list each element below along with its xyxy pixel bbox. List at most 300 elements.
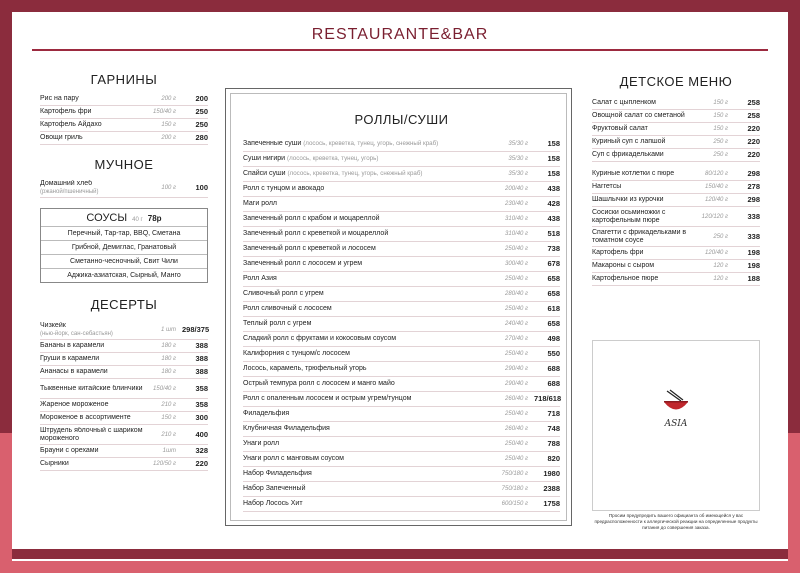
item-price: 438 [547, 214, 560, 223]
flour-title: МУЧНОЕ [94, 157, 154, 172]
item-price: 498 [547, 334, 560, 343]
menu-item-row [243, 437, 560, 452]
item-name-text: Рис на пару [40, 95, 79, 102]
item-weight: 300/40 г [505, 261, 528, 267]
item-name-text: Овощной салат со сметаной [592, 112, 685, 119]
item-weight: 200 г [161, 135, 176, 141]
menu-item-row [243, 347, 560, 362]
item-weight: 80/120 г [705, 171, 728, 177]
menu-item-row [243, 182, 560, 197]
right-column [592, 74, 760, 286]
menu-item-row [40, 445, 208, 458]
item-weight: 280/40 г [505, 291, 528, 297]
item-price: 100 [195, 182, 208, 192]
item-name-text: Калифорния с тунцом/с лососем [243, 350, 350, 357]
item-name [592, 136, 700, 148]
item-name [40, 93, 148, 105]
item-weight: 210 г [161, 402, 176, 408]
item-weight: 120 г [713, 263, 728, 269]
item-description: (лосось, креветка, тунец, угорь, снежный краб) [287, 170, 423, 177]
item-name-text: Картофель фри [592, 249, 644, 256]
item-price: 278 [747, 182, 760, 191]
item-name [592, 168, 700, 180]
menu-item-row [243, 332, 560, 347]
item-name [40, 366, 148, 378]
menu-item-row [40, 106, 208, 119]
item-name-text: Спагетти с фрикадельками в томатном соусе [592, 228, 687, 244]
menu-item-row [243, 257, 560, 272]
item-price: 198 [747, 261, 760, 270]
item-name [243, 152, 494, 166]
menu-item-row [243, 167, 560, 182]
sauce-line: Грибной, Демиглас, Гранатовый [41, 241, 207, 255]
item-weight: 230/40 г [505, 201, 528, 207]
item-weight: 120/120 г [701, 213, 728, 220]
menu-item-row [592, 194, 760, 207]
item-name [592, 260, 700, 272]
menu-item-row [243, 272, 560, 287]
menu-item-row [40, 178, 208, 198]
asia-logo [651, 389, 701, 449]
menu-item-row [592, 273, 760, 286]
item-price: 788 [547, 439, 560, 448]
item-name-text: Суп с фрикадельками [592, 151, 664, 158]
item-weight: 250/40 г [505, 411, 528, 417]
menu-item-row [40, 340, 208, 353]
item-price: 428 [547, 199, 560, 208]
menu-item-row [592, 207, 760, 227]
sauces-header [41, 209, 207, 227]
desserts-list [40, 320, 208, 471]
item-weight: 150/40 г [153, 385, 176, 392]
header-divider [32, 49, 768, 51]
menu-item-row [243, 497, 560, 512]
item-price: 658 [547, 289, 560, 298]
menu-item-row [243, 242, 560, 257]
menu-item-row [243, 362, 560, 377]
menu-item-row [243, 212, 560, 227]
item-weight: 210 г [161, 431, 176, 438]
item-name-text: Набор Запеченный [243, 485, 306, 492]
item-weight: 1 шт [161, 326, 176, 333]
restaurant-title: RESTAURANTE&BAR [311, 26, 489, 43]
item-name-text: Брауни с орехами [40, 447, 99, 454]
item-price: 658 [547, 319, 560, 328]
item-weight: 150/40 г [153, 109, 176, 115]
item-name-text: Куриные котлетки с пюре [592, 170, 675, 177]
item-weight: 250 г [713, 139, 728, 145]
item-price: 298/375 [182, 324, 210, 334]
logo-box [592, 340, 760, 511]
item-price: 550 [547, 349, 560, 358]
menu-item-row [243, 377, 560, 392]
item-price: 198 [747, 248, 760, 257]
menu-item-row [243, 137, 560, 152]
item-price: 518 [547, 229, 560, 238]
item-price: 220 [747, 124, 760, 133]
item-name [243, 242, 494, 256]
item-name [243, 377, 494, 391]
item-weight: 200/40 г [505, 186, 528, 192]
menu-item-row [243, 197, 560, 212]
item-name-text: Запеченный ролл с креветкой и моцареллой [243, 230, 389, 237]
item-weight: 35/30 г [508, 171, 528, 177]
rolls-title: РОЛЛЫ/СУШИ [354, 112, 449, 127]
item-name [243, 407, 494, 421]
item-price: 438 [547, 184, 560, 193]
item-name-text: Фруктовый салат [592, 125, 648, 132]
item-name [243, 197, 494, 211]
sauce-line: Аджика-азиатская, Сырный, Манго [67, 272, 181, 279]
item-weight: 180 г [161, 369, 176, 375]
item-name [592, 97, 700, 109]
item-name [40, 427, 148, 443]
item-price: 298 [747, 169, 760, 178]
item-name [40, 399, 148, 411]
item-name [243, 467, 494, 481]
menu-item-row [40, 93, 208, 106]
item-weight: 250 г [713, 233, 728, 240]
item-name [592, 181, 700, 193]
item-price: 338 [747, 211, 760, 221]
item-name-text: Овощи гриль [40, 134, 83, 141]
item-price: 250 [195, 120, 208, 129]
item-weight: 120/40 г [705, 197, 728, 203]
item-name-text: Запеченный ролл с крабом и моцареллой [243, 215, 380, 222]
item-name-text: Запеченные суши [243, 140, 302, 147]
item-weight: 290/40 г [505, 366, 528, 372]
item-name [40, 119, 148, 131]
item-name-text: Чизкейк [40, 321, 66, 329]
item-name [40, 412, 148, 424]
bowl-icon [651, 389, 701, 419]
item-name-text: Сосиски осьминожки с картофельным пюре [592, 208, 666, 224]
item-price: 688 [547, 379, 560, 388]
item-name [243, 317, 494, 331]
menu-item-row [243, 392, 560, 407]
menu-item-row [40, 366, 208, 379]
item-weight: 1шт [162, 448, 176, 454]
item-weight: 150 г [161, 415, 176, 421]
item-name-text: Теплый ролл с угрем [243, 320, 312, 327]
item-weight: 35/30 г [508, 156, 528, 162]
item-price: 280 [195, 133, 208, 142]
item-price: 188 [747, 274, 760, 283]
item-price: 158 [547, 139, 560, 148]
item-name [243, 137, 494, 151]
item-weight: 120 г [713, 276, 728, 282]
item-name [592, 110, 700, 122]
item-price: 338 [747, 231, 760, 241]
menu-item-row [243, 407, 560, 422]
item-name [243, 302, 494, 316]
item-weight: 260/40 г [505, 426, 528, 432]
item-description: (лосось, креветка, тунец, угорь) [287, 155, 379, 162]
item-price: 658 [547, 274, 560, 283]
menu-item-row [243, 452, 560, 467]
item-name-text: Набор Лосось Хит [243, 500, 303, 507]
item-price: 200 [195, 94, 208, 103]
item-name-text: Ананасы в карамели [40, 368, 108, 375]
item-name [40, 180, 148, 196]
item-weight: 240/40 г [505, 321, 528, 327]
menu-item-row [40, 119, 208, 132]
item-price: 250 [195, 107, 208, 116]
item-weight: 250 г [713, 152, 728, 158]
logo-brand: ASIA [664, 419, 688, 429]
item-name [243, 257, 494, 271]
item-weight: 200 г [161, 96, 176, 102]
menu-item-row [243, 482, 560, 497]
item-weight: 120/50 г [153, 461, 176, 467]
item-weight: 150 г [713, 126, 728, 132]
item-price: 738 [547, 244, 560, 253]
item-name [592, 229, 700, 245]
item-name-text: Суши нигири [243, 155, 286, 162]
item-weight: 600/150 г [501, 501, 528, 507]
item-name-text: Запеченный ролл с креветкой и лососем [243, 245, 376, 252]
item-name [243, 497, 494, 511]
item-name-text: Сладкий ролл с фруктами и кокосовым соусом [243, 335, 397, 342]
item-weight: 150 г [713, 100, 728, 106]
menu-item-row [592, 168, 760, 181]
item-price: 158 [547, 154, 560, 163]
item-price: 258 [747, 98, 760, 107]
item-weight: 310/40 г [505, 231, 528, 237]
item-name-text: Лосось, карамель, трюфельный угорь [243, 365, 367, 372]
item-name-text: Запеченный ролл с лососем и угрем [243, 260, 363, 267]
item-name [243, 482, 494, 496]
item-weight: 180 г [161, 343, 176, 349]
item-weight: 250/40 г [505, 276, 528, 282]
item-price: 820 [547, 454, 560, 463]
item-weight: 260/40 г [505, 396, 528, 402]
item-subtitle: (нью-йорк, сан-себастьян) [40, 330, 113, 337]
item-name-text: Клубничная Филадельфия [243, 425, 330, 432]
item-price: 328 [195, 446, 208, 455]
item-name [40, 445, 148, 457]
menu-item-row [40, 425, 208, 445]
item-name [243, 272, 494, 286]
menu-item-row [40, 379, 208, 399]
item-name [592, 247, 700, 259]
menu-item-row [40, 320, 208, 340]
menu-item-row [40, 399, 208, 412]
item-description: (лосось, креветка, тунец, угорь, снежный краб) [303, 140, 439, 147]
item-name [243, 422, 494, 436]
item-name-text: Шашлычки из курочки [592, 196, 664, 203]
item-name-text: Мороженое в ассортименте [40, 414, 131, 421]
footer-bar [12, 549, 788, 559]
item-weight: 250/40 г [505, 351, 528, 357]
center-column [243, 112, 560, 512]
sauces-title: СОУСЫ [86, 212, 128, 224]
item-name [243, 347, 494, 361]
item-name-text: Бананы в карамели [40, 342, 105, 349]
item-name [243, 332, 494, 346]
item-name-text: Сливочный ролл с угрем [243, 290, 324, 297]
menu-item-row [592, 149, 760, 162]
item-name [243, 167, 494, 181]
item-subtitle: (ржаной/пшеничный) [40, 188, 99, 195]
garnish-list [40, 93, 208, 145]
item-price: 388 [195, 367, 208, 376]
item-price: 300 [195, 413, 208, 422]
item-name [243, 437, 494, 451]
menu-item-row [592, 181, 760, 194]
item-weight: 250/40 г [505, 246, 528, 252]
item-name [592, 209, 700, 225]
menu-item-row [592, 227, 760, 247]
item-name [243, 182, 494, 196]
item-price: 400 [195, 429, 208, 439]
menu-item-row [243, 152, 560, 167]
item-price: 1980 [543, 469, 560, 478]
sauces-list [41, 227, 207, 282]
allergy-notice: Просим предупредить вашего официанта об имеющейся у вас предрасположенности к аллергической реакции на определенные продукты питания до совершения заказа. [594, 513, 758, 530]
garnish-title: ГАРНИНЫ [90, 72, 158, 87]
sauces-box [40, 208, 208, 283]
item-name [40, 353, 148, 365]
item-weight: 750/180 г [501, 471, 528, 477]
item-weight: 150 г [713, 113, 728, 119]
item-name [243, 227, 494, 241]
item-name-text: Ролл сливочный с лососем [243, 305, 332, 312]
item-name-text: Жареное мороженое [40, 401, 109, 408]
menu-item-row [243, 227, 560, 242]
item-price: 258 [747, 111, 760, 120]
item-weight: 150/40 г [705, 184, 728, 190]
item-name-text: Макароны с сыром [592, 262, 655, 269]
item-name [40, 340, 148, 352]
item-name-text: Картофельное пюре [592, 275, 659, 282]
item-price: 388 [195, 341, 208, 350]
item-name [40, 385, 148, 393]
sauce-line: Перечный, Тар-тар, BBQ, Сметана [41, 227, 207, 241]
item-name-text: Острый темпура ролл с лососем и манго майо [243, 380, 395, 387]
item-name [243, 362, 494, 376]
item-name-text: Груши в карамели [40, 355, 100, 362]
item-name-text: Домашний хлеб [40, 179, 93, 187]
item-name [592, 194, 700, 206]
menu-item-row [243, 287, 560, 302]
menu-item-row [243, 317, 560, 332]
item-weight: 100 г [161, 184, 176, 191]
kids-list-mains [592, 168, 760, 286]
item-name-text: Маги ролл [243, 200, 278, 207]
item-price: 748 [547, 424, 560, 433]
item-weight: 250/40 г [505, 306, 528, 312]
item-name [243, 287, 494, 301]
item-price: 358 [195, 400, 208, 409]
item-name-text: Куриный суп с лапшой [592, 138, 666, 145]
item-name-text: Филадельфия [243, 410, 290, 417]
item-weight: 250/40 г [505, 456, 528, 462]
menu-item-row [592, 110, 760, 123]
sauces-price: 78р [147, 214, 162, 223]
item-name-text: Картофель фри [40, 108, 92, 115]
item-price: 358 [195, 383, 208, 393]
item-price: 220 [195, 459, 208, 468]
item-weight: 35/30 г [508, 141, 528, 147]
item-price: 2388 [543, 484, 560, 493]
menu-item-row [40, 132, 208, 145]
menu-item-row [592, 97, 760, 110]
item-name [592, 123, 700, 135]
item-name-text: Сырники [40, 460, 69, 467]
item-name-text: Ролл с опаленным лососем и острым угрем/тунцом [243, 395, 412, 402]
item-price: 678 [547, 259, 560, 268]
item-price: 220 [747, 150, 760, 159]
item-name-text: Салат с цыпленком [592, 99, 656, 106]
menu-item-row [592, 247, 760, 260]
item-name [40, 458, 148, 470]
flour-list [40, 178, 208, 198]
item-price: 298 [747, 195, 760, 204]
menu-item-row [243, 302, 560, 317]
sauces-weight: 40 г [132, 217, 143, 223]
item-name-text: Наггетсы [592, 183, 622, 190]
item-name-text: Штрудель яблочный с шариком мороженого [40, 426, 143, 442]
menu-item-row [40, 353, 208, 366]
item-weight: 310/40 г [505, 216, 528, 222]
item-name [40, 132, 148, 144]
item-price: 718/618 [534, 394, 562, 403]
item-weight: 180 г [161, 356, 176, 362]
item-name [40, 322, 148, 338]
item-name [243, 212, 494, 226]
left-column [40, 72, 208, 471]
item-name-text: Ролл Азия [243, 275, 277, 282]
item-name-text: Тыквенные китайские блинчики [40, 384, 143, 392]
item-price: 688 [547, 364, 560, 373]
item-weight: 150 г [161, 122, 176, 128]
menu-item-row [243, 467, 560, 482]
item-name [243, 452, 494, 466]
item-name [40, 106, 148, 118]
item-name-text: Спайси суши [243, 170, 286, 177]
item-name [592, 273, 700, 285]
item-weight: 270/40 г [505, 336, 528, 342]
item-price: 618 [547, 304, 560, 313]
item-name-text: Набор Филадельфия [243, 470, 312, 477]
kids-title: ДЕТСКОЕ МЕНЮ [619, 74, 733, 89]
sauce-line: Сметанно-чесночный, Свит Чили [41, 255, 207, 269]
item-name-text: Картофель Айдахо [40, 121, 102, 128]
menu-item-row [592, 260, 760, 273]
rolls-list [243, 137, 560, 512]
menu-item-row [592, 123, 760, 136]
menu-item-row [40, 412, 208, 425]
item-weight: 250/40 г [505, 441, 528, 447]
item-name-text: Ролл с тунцом и авокадо [243, 185, 325, 192]
item-name-text: Унаги ролл [243, 440, 280, 447]
item-price: 158 [547, 169, 560, 178]
menu-item-row [243, 422, 560, 437]
menu-item-row [40, 458, 208, 471]
item-name [243, 392, 494, 406]
item-price: 388 [195, 354, 208, 363]
item-name [592, 149, 700, 161]
item-price: 718 [547, 409, 560, 418]
menu-item-row [592, 136, 760, 149]
item-weight: 290/40 г [505, 381, 528, 387]
desserts-title: ДЕСЕРТЫ [90, 297, 158, 312]
kids-list-salads-soups [592, 97, 760, 162]
item-price: 220 [747, 137, 760, 146]
item-price: 1758 [543, 499, 560, 508]
item-name-text: Унаги ролл с манговым соусом [243, 455, 344, 462]
